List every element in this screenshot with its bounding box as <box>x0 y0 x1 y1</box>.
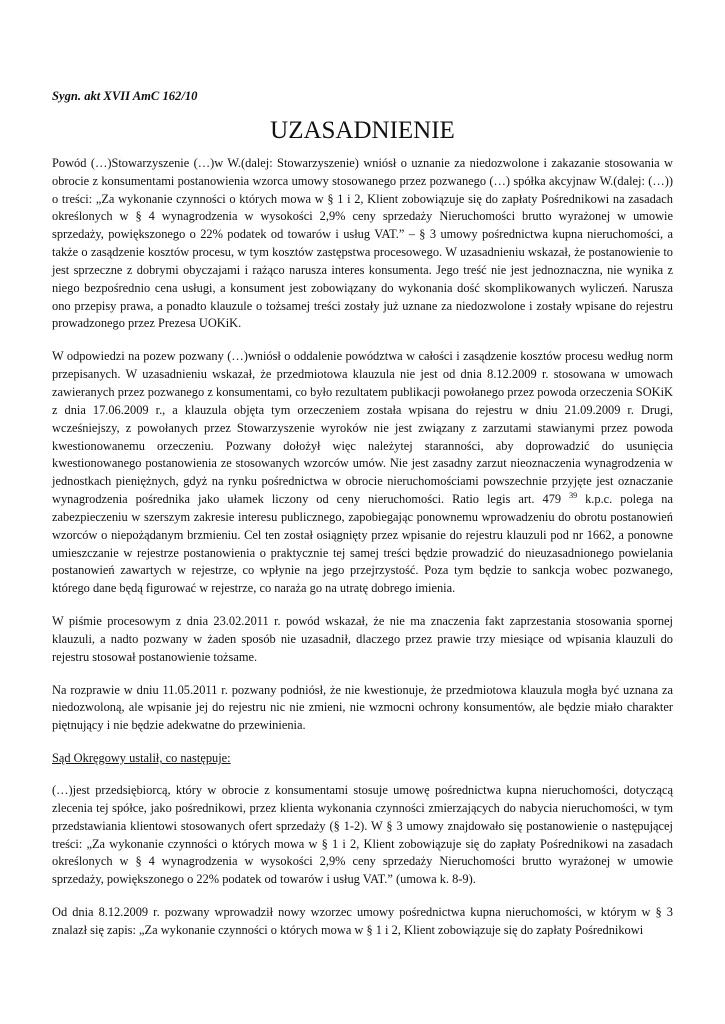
article-superscript: 39 <box>569 491 578 501</box>
case-reference: Sygn. akt XVII AmC 162/10 <box>52 89 198 103</box>
paragraph-new-template: Od dnia 8.12.2009 r. pozwany wprowadził nowy wzorzec umowy pośrednictwa kupna nieruchomości, w którym w § 3 znalazł się zapis: „Za wykonanie czynności o których mowa w § 1 i 2, Klient zobowiązuje się do zapłaty Pośrednikowi <box>52 905 673 937</box>
paragraph-response-text-1: W odpowiedzi na pozew pozwany (…)wniósł o oddalenie powództwa w całości i zasądzenie kosztów procesu według norm przepisanych. W uzasadnieniu wskazał, że przedmiotowa klauzula nie jest od dnia 8.12.2009 r. stosowana w umowach zawieranych przez pozwanego z konsumentami, co było rezultatem publikacji powołanego przez powoda orzeczenia SOKiK z dnia 17.06.2009 r., a klauzula objęta tym orzeczeniem została wpisana do rejestru w dniu 21.09.2009 r. Drugi, wcześniejszy, z powołanych przez Stowarzyszenie wyroków nie jest związany z zarzutami stawianymi przez powoda kwestionowanemu orzeczeniu. Pozwany dołożył więc należytej staranności, aby doprowadzić do usunięcia kwestionowanego postanowienia ze stosowanych wzorców umów. Nie jest zasadny zarzut nieoznaczenia wynagrodzenia w jednostkach pieniężnych, gdyż na rynku pośrednictwa w obrocie nieruchomościami powszechnie przyjęte jest oznaczanie wynagrodzenia pośrednika jako ułamek liczony od ceny nieruchomości. Ratio legis art. 479 <box>52 349 673 507</box>
paragraph-response-text-2: k.p.c. polega na zabezpieczeniu w szerszym zakresie interesu publicznego, zapobiegając ponownemu wprowadzeniu do obrotu postanowień wzorców o niepożądanym brzmieniu. Cel ten został osiągnięty przez wpisanie do rejestru klauzuli pod nr 1662, a ponowne umieszczanie w rejestrze postanowienia o praktycznie tej samej treści będzie prowadzić do nieuzasadnionego powielania postanowień zawartych w rejestrze, co wpłynie na jego przejrzystość. Poza tym będzie to sankcja wobec pozwanego, którego dane będą figurować w rejestrze, co naraża go na utratę dobrego imienia. <box>52 492 673 596</box>
paragraph-pleading: W piśmie procesowym z dnia 23.02.2011 r. powód wskazał, że nie ma znaczenia fakt zaprzestania stosowania spornej klauzuli, a nadto pozwany w żaden sposób nie uzasadnił, dlaczego przez prawie trzy miesiące od wpisania klauzuli do rejestru stosował postanowienie tożsame. <box>52 614 673 664</box>
paragraph-hearing: Na rozprawie w dniu 11.05.2011 r. pozwany podniósł, że nie kwestionuje, że przedmiotowa klauzula mogła być uznana za niedozwoloną, ale wpisanie jej do rejestru nic nie zmieni, nie wzmocni ochrony konsumentów, ale będzie miało charakter piętnujący i nie będzie adekwatne do przewinienia. <box>52 682 673 733</box>
paragraph-findings: (…)jest przedsiębiorcą, który w obrocie z konsumentami stosuje umowę pośrednictwa kupna nieruchomości, dotyczącą zlecenia tej spółce, jako pośrednikowi, przez klienta wykonania czynności zmierzających do nabycia nieruchomości, w tym przedstawiania klientowi stosowanych ofert sprzedaży (§ 1-2). W § 3 umowy znajdowało się postanowienie o następującej treści: „Za wykonanie czynności o których mowa w § 1 i 2, Klient zobowiązuje się do zapłaty Pośrednikowi na zasadach określonych w § 4 wynagrodzenia w wysokości 2,9% ceny sprzedaży Nieruchomości brutto wyrażonej w umowie sprzedaży, powiększonego o 22% podatek od towarów i usług VAT.” (umowa k. 8-9). <box>52 783 673 887</box>
document-title: UZASADNIENIE <box>270 116 455 144</box>
paragraph-claim: Powód (…)Stowarzyszenie (…)w W.(dalej: Stowarzyszenie) wniósł o uznanie za niedozwolone i zakazanie stosowania w obrocie z konsumentami postanowienia wzorca umowy stosowanego przez pozwanego (…) spółka akcyjnaw W.(dalej: (…)) o treści: „Za wykonanie czynności o których mowa w § 1 i 2, Klient zobowiązuje się do zapłaty Pośrednikowi na zasadach określonych w § 4 wynagrodzenia w wysokości 2,9% ceny sprzedaży Nieruchomości brutto wyrażonej w umowie sprzedaży, powiększonego o 22% podatek od towarów i usług VAT.” – § 3 umowy pośrednictwa kupna nieruchomości, a także o zasądzenie kosztów procesu, w tym kosztów zastępstwa procesowego. W uzasadnieniu wskazał, że postanowienie to jest sprzeczne z dobrymi obyczajami i rażąco narusza interes konsumenta. Jego treść nie jest jednoznaczna, nie wynika z niego bezpośrednio cena usługi, a konsument jest zobowiązany do wykonania dość skomplikowanych wyliczeń. Narusza ono przepisy prawa, a ponadto klauzule o tożsamej treści zostały już uznane za niedozwolone i zostały wpisane do rejestru prowadzonego przez Prezesa UOKiK. <box>52 155 673 331</box>
section-heading: Sąd Okręgowy ustalił, co następuje: <box>52 751 231 766</box>
document-body <box>52 88 673 955</box>
paragraph-response <box>52 348 673 598</box>
